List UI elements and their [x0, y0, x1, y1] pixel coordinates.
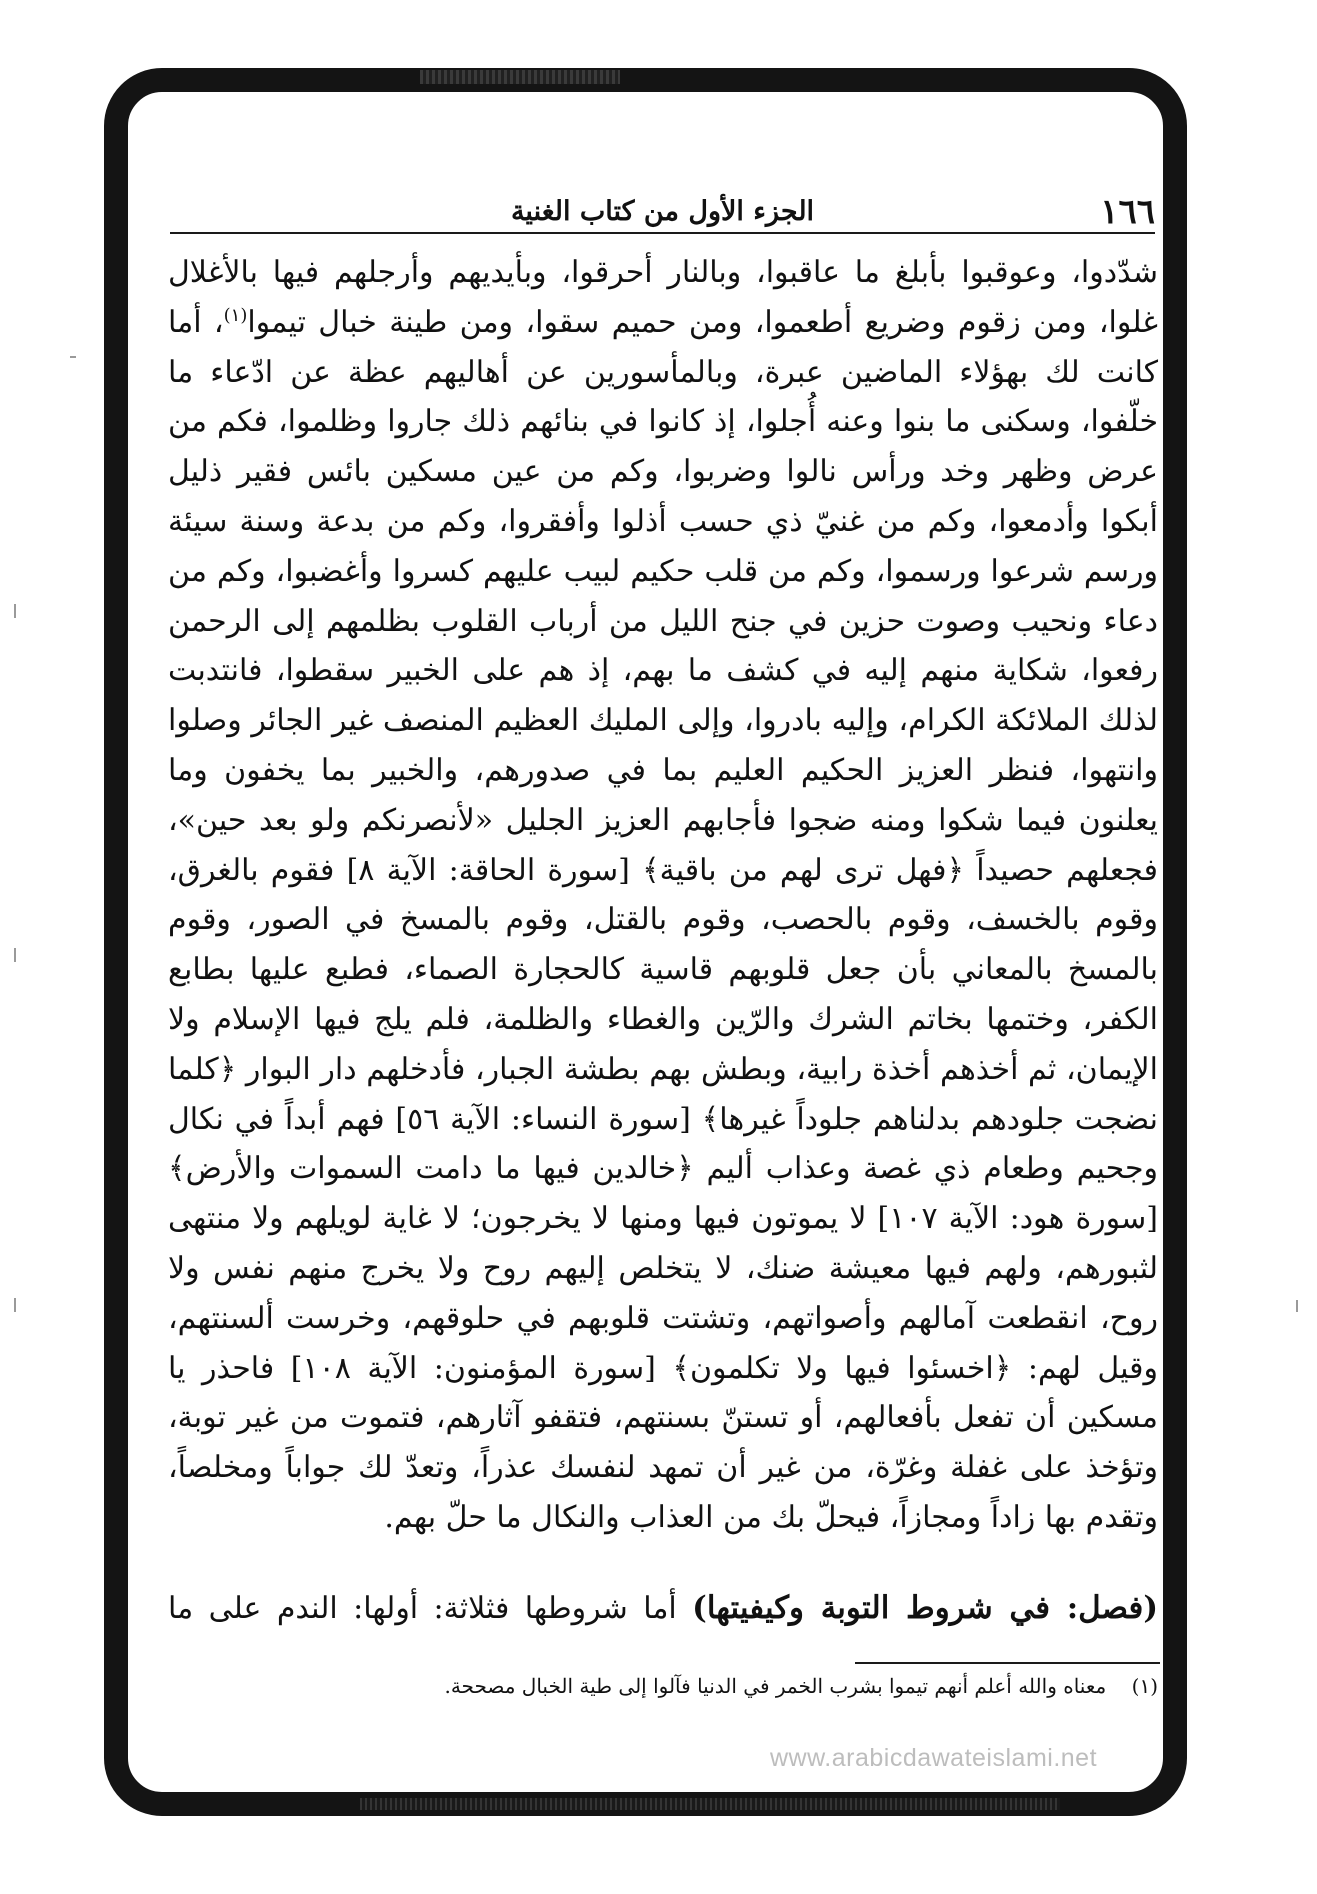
page-number: ١٦٦ — [1100, 192, 1155, 232]
scan-speck — [14, 604, 16, 618]
footnote-divider — [855, 1662, 1160, 1664]
main-text — [168, 248, 1158, 1543]
footnote — [170, 1674, 1158, 1698]
watermark: www.arabicdawateislami.net — [770, 1744, 1098, 1772]
scan-speck — [1296, 1300, 1298, 1312]
frame-scan-noise — [360, 1798, 1060, 1810]
scan-speck — [14, 948, 16, 962]
page-header — [170, 192, 1155, 234]
footnote-marker: (١) — [1131, 1674, 1158, 1698]
running-title: الجزء الأول من كتاب الغنية — [510, 196, 815, 227]
footnote-text: معناه والله أعلم أنهم تيموا بشرب الخمر في الدنيا فآلوا إلى طية الخبال مصححة. — [444, 1674, 1107, 1698]
main-paragraph — [168, 248, 1158, 1543]
scan-speck — [14, 1298, 16, 1312]
section-text: أما شروطها فثلاثة: أولها: الندم على ما — [168, 1591, 693, 1626]
footnote-reference: (١) — [223, 304, 248, 326]
frame-scan-noise — [420, 70, 620, 84]
paragraph-text: شدّدوا، وعوقبوا بأبلغ ما عاقبوا، وبالنار أحرقوا، وبأيديهم وأرجلهم فيها بالأغلال غلوا، ومن زقوم وضريع أطعموا، ومن حميم سقوا، ومن طينة خبال تيموا — [168, 255, 1159, 340]
paragraph-text-continued: ، أما كانت لك بهؤلاء الماضين عبرة، وبالمأسورين عن أهاليهم عظة عن ادّعاء ما خلّفوا، وسكنى ما بنوا وعنه أُجلوا، إذ كانوا في بنائهم ذلك جاروا وظلموا، فكم من عرض وظهر وخد ورأس نالوا وضربوا، وكم من عين مسكين بائس فقير ذليل أبكوا وأدمعوا، وكم من غنيّ ذي حسب أذلوا وأفقروا، وكم من بدعة وسنة سيئة ورسم شرعوا ورسموا، وكم من قلب حكيم لبيب عليهم كسروا وأغضبوا، وكم من دعاء ونحيب وصوت حزين في جنح الليل من أرباب القلوب بظلمهم إلى الرحمن رفعوا، شكاية منهم إليه في كشف ما بهم، إذ هم على الخبير سقطوا، فانتدبت لذلك الملائكة الكرام، وإليه بادروا، وإلى المليك العظيم المنصف غير الجائر وصلوا وانتهوا، فنظر العزيز الحكيم العليم بما في صدورهم، والخبير بما يخفون وما يعلنون فيما شكوا ومنه ضجوا فأجابهم العزيز الجليل «لأنصرنكم ولو بعد حين»، فجعلهم حصيداً ﴿فهل ترى لهم من باقية﴾ [سورة الحاقة: الآية ٨] فقوم بالغرق، وقوم بالخسف، وقوم بالحصب، وقوم بالقتل، وقوم بالمسخ في الصور، وقوم بالمسخ بالمعاني بأن جعل قلوبهم قاسية كالحجارة الصماء، فطبع عليها بطابع الكفر، وختمها بخاتم الشرك والرّين والغطاء والظلمة، فلم يلج فيها الإسلام ولا الإيمان، ثم أخذهم أخذة رابية، وبطش بهم بطشة الجبار، فأدخلهم دار البوار ﴿كلما نضجت جلودهم بدلناهم جلوداً غيرها﴾ [سورة النساء: الآية ٥٦] فهم أبداً في نكال وجحيم وطعام ذي غصة وعذاب أليم ﴿خالدين فيها ما دامت السموات والأرض﴾ [سورة هود: الآية ١٠٧] لا يموتون فيها ومنها لا يخرجون؛ لا غاية لويلهم ولا منتهى لثبورهم، ولهم فيها معيشة ضنك، لا يتخلص إليهم روح ولا يخرج منهم نفس ولا روح، انقطعت آمالهم وأصواتهم، وتشتت قلوبهم في حلوقهم، وخرست ألسنتهم، وقيل لهم: ﴿اخسئوا فيها ولا تكلمون﴾ [سورة المؤمنون: الآية ١٠٨] فاحذر يا مسكين أن تفعل بأفعالهم، أو تستنّ بسنتهم، فتقفو آثارهم، فتموت من غير توبة، وتؤخذ على غفلة وغرّة، من غير أن تمهد لنفسك عذراً، وتعدّ لك جواباً ومخلصاً، وتقدم بها زاداً ومجازاً، فيحلّ بك من العذاب والنكال ما حلّ بهم. — [168, 304, 1158, 1535]
section-heading: (فصل: في شروط التوبة وكيفيتها) — [692, 1590, 1159, 1626]
section-start — [168, 1590, 1158, 1626]
scan-speck — [70, 356, 76, 358]
